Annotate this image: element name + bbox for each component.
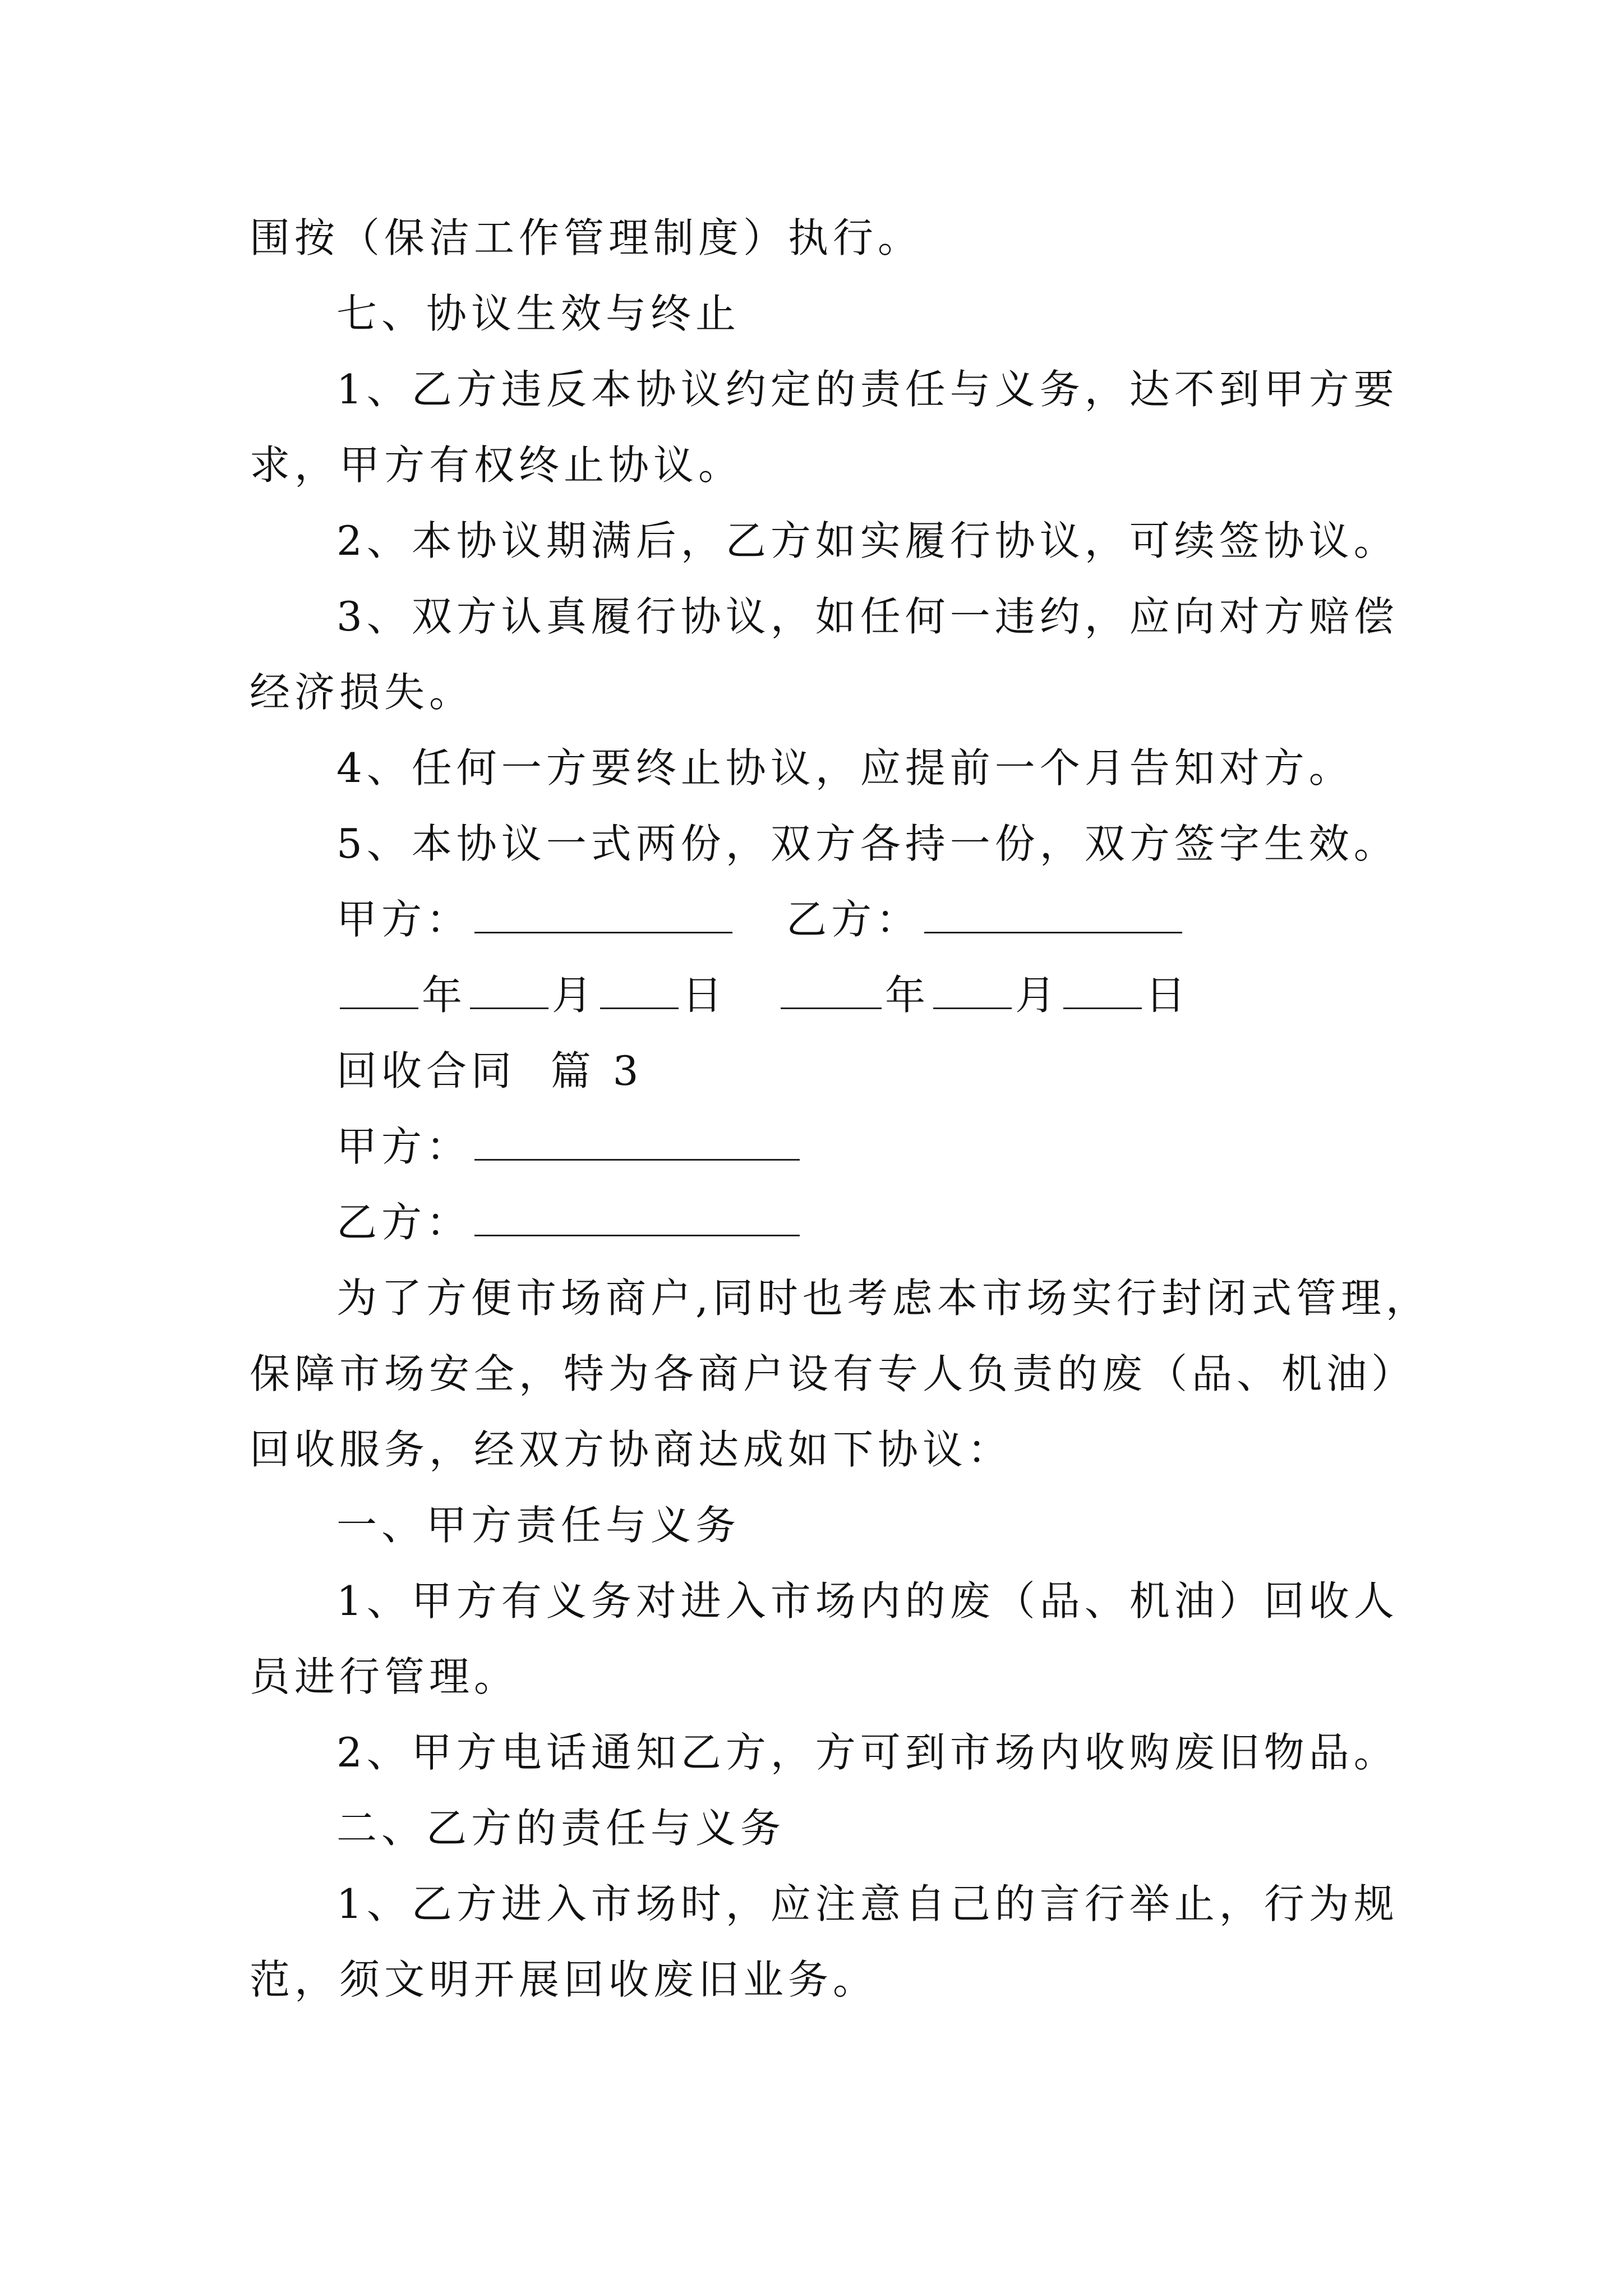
text-line: 为了方便市场商户,同时也考虑本市场实行封闭式管理，: [336, 1274, 1431, 1322]
day-label: 日: [1145, 972, 1191, 1019]
party-a-label: 甲方：: [336, 1123, 472, 1170]
date-row: [336, 970, 1190, 1020]
month-label: 月: [1015, 972, 1061, 1019]
year-label: 年: [422, 972, 467, 1019]
party-a-blank: [474, 898, 732, 933]
text-line: 保障市场安全，特为各商户设有专人负责的废（品、机油）: [250, 1350, 1417, 1397]
text-line: 1、甲方有义务对进入市场内的废（品、机油）回收人: [336, 1577, 1399, 1625]
day-label: 日: [682, 972, 727, 1019]
year-label: 年: [885, 972, 930, 1019]
text-line: 围按（保洁工作管理制度）执行。: [250, 214, 923, 261]
party-b-row: [336, 1198, 803, 1247]
text-line: 5、本协议一式两份，双方各持一份，双方签字生效。: [336, 820, 1399, 867]
text-line: 2、本协议期满后，乙方如实履行协议，可续签协议。: [336, 517, 1399, 564]
contract-title: 回收合同 篇 3: [336, 1047, 643, 1094]
text-line: 1、乙方违反本协议约定的责任与义务，达不到甲方要: [336, 366, 1399, 413]
party-a-label: 甲方：: [336, 896, 472, 943]
party-a-blank: [474, 1125, 800, 1161]
text-line: 求，甲方有权终止协议。: [250, 441, 744, 489]
day-blank: [1063, 974, 1142, 1009]
month-blank: [933, 974, 1012, 1009]
text-line: 2、甲方电话通知乙方，方可到市场内收购废旧物品。: [336, 1729, 1399, 1776]
section-heading: 一、甲方责任与义务: [336, 1502, 741, 1549]
text-line: 3、双方认真履行协议，如任何一违约，应向对方赔偿: [336, 593, 1399, 640]
party-a-row: [336, 1122, 803, 1171]
section-heading: 二、乙方的责任与义务: [336, 1805, 786, 1852]
text-line: 4、任何一方要终止协议，应提前一个月告知对方。: [336, 744, 1354, 792]
text-line: 员进行管理。: [250, 1653, 519, 1700]
section-heading: 七、协议生效与终止: [336, 290, 741, 337]
text-line: 1、乙方进入市场时，应注意自己的言行举止，行为规: [336, 1880, 1399, 1927]
signature-row: [336, 895, 1186, 944]
party-b-label: 乙方：: [336, 1199, 472, 1246]
text-line: 范，须文明开展回收废旧业务。: [250, 1956, 878, 2003]
day-blank: [600, 974, 679, 1009]
text-line: 经济损失。: [250, 669, 474, 716]
month-label: 月: [552, 972, 597, 1019]
month-blank: [470, 974, 548, 1009]
party-b-blank: [924, 898, 1182, 933]
party-b-blank: [474, 1201, 800, 1236]
text-line: 回收服务，经双方协商达成如下协议：: [250, 1426, 1013, 1473]
party-b-label: 乙方：: [786, 896, 921, 943]
year-blank: [340, 974, 418, 1009]
year-blank: [781, 974, 882, 1009]
